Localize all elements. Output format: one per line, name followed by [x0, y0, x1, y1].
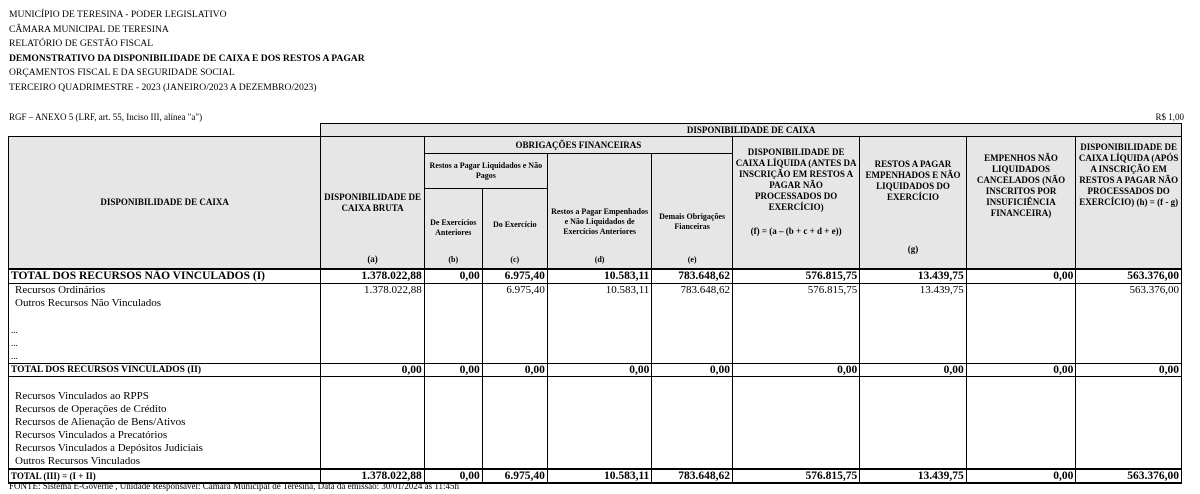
row-label: Recursos Ordinários — [9, 284, 321, 298]
value-e: 783.648,62 — [652, 284, 733, 298]
annex-line — [9, 112, 1184, 122]
ellipsis: ... — [9, 324, 321, 337]
row-label: Recursos de Operações de Crédito — [9, 403, 321, 416]
cash-availability-table — [8, 123, 1182, 484]
value-x: 0,00 — [966, 364, 1076, 377]
currency-unit: R$ 1,00 — [1155, 112, 1184, 122]
value-x: 0,00 — [966, 469, 1076, 483]
col-d-header: Restos a Pagar Empenhados e Não Liquidados de Exercícios Anteriores (d) — [547, 154, 651, 270]
value-g: 0,00 — [860, 364, 967, 377]
col-c-header: Do Exercício (c) — [482, 189, 547, 270]
value-d: 10.583,11 — [547, 269, 651, 284]
value-h: 563.376,00 — [1076, 269, 1182, 284]
value-b: 0,00 — [424, 269, 482, 284]
col-b-header: De Exercícios Anteriores (b) — [424, 189, 482, 270]
linked-resource-row — [9, 403, 1182, 416]
statement-title: DEMONSTRATIVO DA DISPONIBILIDADE DE CAIXA E DOS RESTOS A PAGAR — [9, 52, 365, 64]
linked-resource-row — [9, 416, 1182, 429]
group-title: DISPONIBILIDADE DE CAIXA — [321, 124, 1182, 137]
ordinary-resources-row — [9, 284, 1182, 298]
row-label: Outros Recursos Vinculados — [9, 455, 321, 469]
row-label: TOTAL DOS RECURSOS NÃO VINCULADOS (I) — [9, 269, 321, 284]
col-x-header: EMPENHOS NÃO LIQUIDADOS CANCELADOS (NÃO INSCRITOS POR INSUFICIÊNCIA FINANCEIRA) — [966, 137, 1076, 270]
ellipsis: ... — [9, 350, 321, 364]
row-label: Recursos Vinculados a Precatórios — [9, 429, 321, 442]
ellipsis: ... — [9, 337, 321, 350]
value-c: 6.975,40 — [482, 284, 547, 298]
value-d: 0,00 — [547, 364, 651, 377]
value-h: 0,00 — [1076, 364, 1182, 377]
value-e: 783.648,62 — [652, 469, 733, 483]
value-c: 6.975,40 — [482, 269, 547, 284]
annex-reference: RGF – ANEXO 5 (LRF, art. 55, Inciso III, alínea "a") — [9, 112, 203, 122]
value-h: 563.376,00 — [1076, 469, 1182, 483]
value-b: 0,00 — [424, 364, 482, 377]
col-f-header: DISPONIBILIDADE DE CAIXA LÍQUIDA (ANTES DA INSCRIÇÃO EM RESTOS A PAGAR NÃO PROCESSADOS DO EXERCÍCIO) (f) = (a – (b + c + d + e)) — [732, 137, 859, 270]
period: TERCEIRO QUADRIMESTRE - 2023 (JANEIRO/2023 A DEZEMBRO/2023) — [9, 81, 317, 93]
source-footer: FONTE: Sistema E-Governe , Unidade Responsável: Câmara Municipal de Teresina, Data da emissão: 30/01/2024 às 11:45h — [9, 481, 460, 491]
chamber-title: CÂMARA MUNICIPAL DE TERESINA — [9, 23, 169, 35]
rp-liq-header: Restos a Pagar Liquidados e Não Pagos — [424, 154, 547, 189]
value-a: 1.378.022,88 — [321, 284, 424, 298]
ellipsis-row — [9, 337, 1182, 350]
row-label: Recursos Vinculados ao RPPS — [9, 390, 321, 403]
value-h: 563.376,00 — [1076, 284, 1182, 298]
row-label: TOTAL DOS RECURSOS VINCULADOS (II) — [9, 364, 321, 377]
linked-resource-row — [9, 455, 1182, 469]
budget-scope: ORÇAMENTOS FISCAL E DA SEGURIDADE SOCIAL — [9, 67, 235, 79]
value-g: 13.439,75 — [860, 284, 967, 298]
value-a: 1.378.022,88 — [321, 469, 424, 483]
total-non-linked-row — [9, 269, 1182, 284]
report-title: RELATÓRIO DE GESTÃO FISCAL — [9, 38, 154, 50]
value-g: 13.439,75 — [860, 269, 967, 284]
col-h-header: DISPONIBILIDADE DE CAIXA LÍQUIDA (APÓS A INSCRIÇÃO EM RESTOS A PAGAR NÃO PROCESSADOS DO EXERCÍCIO) (h) = (f - g) — [1076, 137, 1182, 270]
row-label: Recursos de Alienação de Bens/Ativos — [9, 416, 321, 429]
value-e: 0,00 — [652, 364, 733, 377]
value-b — [424, 284, 482, 298]
value-f: 576.815,75 — [732, 469, 859, 483]
report-header — [9, 8, 365, 96]
linked-resource-row — [9, 442, 1182, 455]
value-g: 13.439,75 — [860, 469, 967, 483]
other-non-linked-row — [9, 297, 1182, 310]
value-x — [966, 284, 1076, 298]
value-a: 1.378.022,88 — [321, 269, 424, 284]
row-label: Outros Recursos Não Vinculados — [9, 297, 321, 310]
value-d: 10.583,11 — [547, 469, 651, 483]
value-a: 0,00 — [321, 364, 424, 377]
linked-resource-row — [9, 429, 1182, 442]
row-label: Recursos Vinculados a Depósitos Judiciais — [9, 442, 321, 455]
col-e-header: Demais Obrigações Fianceiras (e) — [652, 154, 733, 270]
value-b: 0,00 — [424, 469, 482, 483]
value-f: 0,00 — [732, 364, 859, 377]
col-a-header: DISPONIBILIDADE DE CAIXA BRUTA (a) — [321, 137, 424, 270]
row-label: TOTAL (III) = (I + II) — [9, 469, 321, 483]
value-d: 10.583,11 — [547, 284, 651, 298]
value-f: 576.815,75 — [732, 269, 859, 284]
ellipsis-row — [9, 350, 1182, 364]
value-c: 0,00 — [482, 364, 547, 377]
linked-resource-row — [9, 390, 1182, 403]
value-x: 0,00 — [966, 269, 1076, 284]
row-header: DISPONIBILIDADE DE CAIXA — [9, 137, 321, 270]
value-c: 6.975,40 — [482, 469, 547, 483]
ellipsis-row — [9, 324, 1182, 337]
total-linked-row — [9, 364, 1182, 377]
value-e: 783.648,62 — [652, 269, 733, 284]
municipality-title: MUNICÍPIO DE TERESINA - PODER LEGISLATIVO — [9, 9, 227, 20]
col-g-header: RESTOS A PAGAR EMPENHADOS E NÃO LIQUIDADOS DO EXERCÍCIO (g) — [860, 137, 967, 270]
obligations-header: OBRIGAÇÕES FINANCEIRAS — [424, 137, 732, 154]
value-f: 576.815,75 — [732, 284, 859, 298]
